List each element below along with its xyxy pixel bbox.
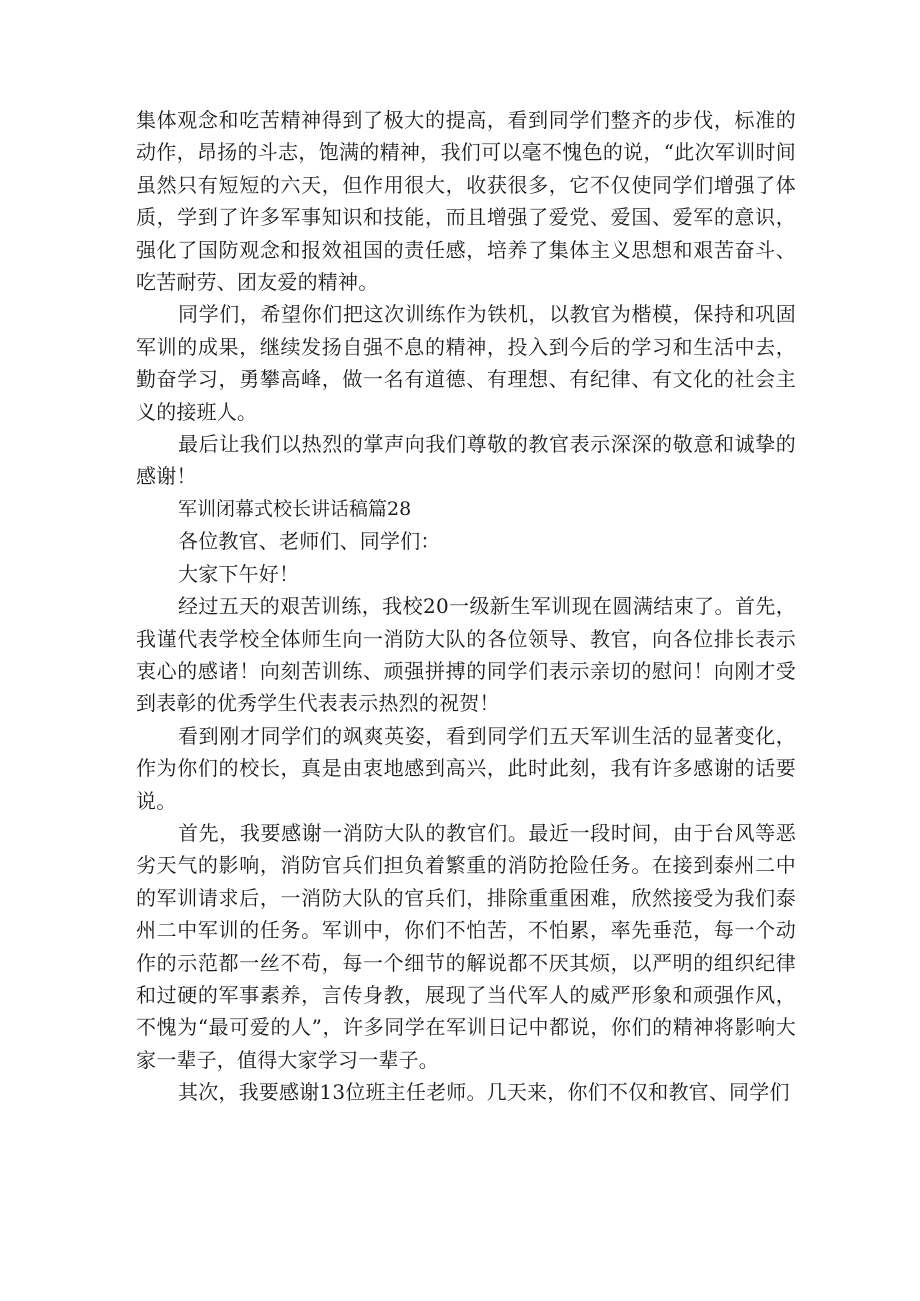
salutation: 各位教官、老师们、同学们： (178, 529, 441, 554)
paragraph-continuation: 集体观念和吃苦精神得到了极大的提高，看到同学们整齐的步伐，标准的动作，昂扬的斗志，饱满的精神，我们可以毫不愧色的说，“此次军训时间虽然只有短短的六天，但作用很大，收获很多，它不仅使同学们增强了体质，学到了许多军事知识和技能，而且增强了爱党、爱国、爱军的意识，强化了国防观念和报效祖国的责任感，培养了集体主义思想和艰苦奋斗、吃苦耐劳、团友爱的精神。 (136, 108, 796, 295)
greeting: 大家下午好！ (178, 561, 300, 586)
section-title: 军训闭幕式校长讲话稿篇28 (178, 497, 412, 520)
paragraph-hope: 同学们，希望你们把这次训练作为铁机，以教官为楷模，保持和巩固军训的成果，继续发扬自强不息的精神，投入到今后的学习和生活中去，勤奋学习，勇攀高峰，做一名有道德、有理想、有纪律、有文化的社会主义的接班人。 (136, 302, 796, 424)
paragraph-training-end: 经过五天的艰苦训练，我校20一级新生军训现在圆满结束了。首先，我谨代表学校全体师生向一消防大队的各位领导、教官，向各位排长表示衷心的感诸！向刻苦训练、顽强拼搏的同学们表示亲切的慰问！向刚才受到表彰的优秀学生代表表示热烈的祝贺！ (136, 594, 796, 716)
paragraph-principal-remarks: 看到刚才同学们的飒爽英姿，看到同学们五天军训生活的显著变化，作为你们的校长，真是由衷地感到高兴，此时此刻，我有许多感谢的话要说。 (136, 723, 796, 813)
paragraph-thank-instructors: 首先，我要感谢一消防大队的教官们。最近一段时间，由于台风等恶劣天气的影响，消防官兵们担负着繁重的消防抢险任务。在接到泰州二中的军训请求后，一消防大队的官兵们，排除重重困难，欣然接受为我们泰州二中军训的任务。军训中，你们不怕苦，不怕累，率先垂范，每一个动作的示范都一丝不苟，每一个细节的解说都不厌其烦，以严明的组织纪律和过硬的军事素养，言传身教，展现了当代军人的威严形象和顽强作风，不愧为“最可爱的人”，许多同学在军训日记中都说，你们的精神将影响大家一辈子，值得大家学习一辈子。 (136, 820, 796, 1072)
document-page (136, 104, 796, 1109)
paragraph-thanks-applause: 最后让我们以热烈的掌声向我们尊敬的教官表示深深的敬意和诚挚的感谢！ (136, 432, 796, 489)
paragraph-thank-teachers: 其次，我要感谢13位班主任老师。几天来，你们不仅和教官、同学们 (178, 1080, 790, 1105)
